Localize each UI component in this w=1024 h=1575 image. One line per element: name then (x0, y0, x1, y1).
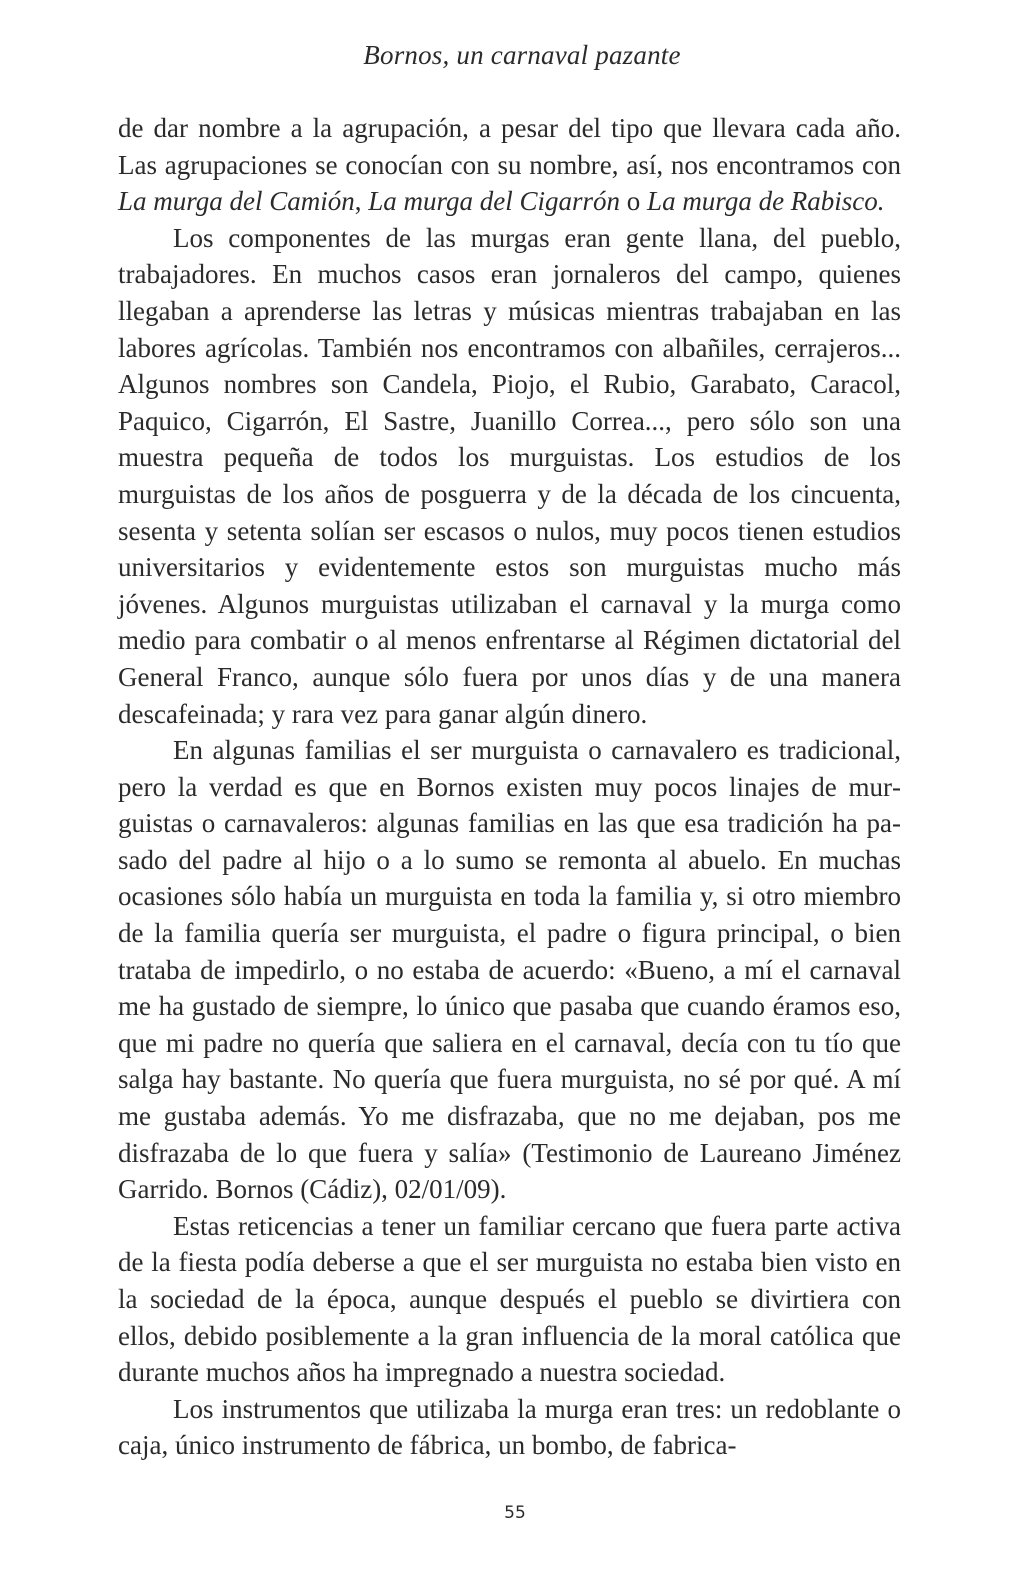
text-run: de dar nombre a la agrupación, a pesar del tipo que llevara cada año. Las agrupaciones se conocían con su nombre, así, nos encontramos con (118, 113, 901, 180)
paragraph (118, 1208, 901, 1391)
italic-title: La murga del Cigarrón (368, 186, 621, 217)
text-run: Los instrumentos que utilizaba la murga eran tres: un redoblante o caja, único instrumento de fábrica, un bombo, de fabrica- (118, 1393, 901, 1461)
text-run: , (354, 186, 369, 217)
text-run: o (620, 186, 648, 217)
text-run: Los componentes de las murgas eran gente llana, del pueblo, trabajadores. En muchos casos eran jornaleros del campo, quienes llegaban a aprenderse las letras y músicas mientras trabajaban en las labores agrícolas. También nos encontramos con albañiles, cerrajeros... Algunos nombres son Candela, Piojo, el Rubio, Garabato, Caracol, Paquico, Cigarrón, El Sastre, Juanillo Correa..., pero sólo son una muestra pequeña de todos los murguistas. Los estudios de los murguistas de los años de posguerra y de la década de los cincuenta, sesenta y setenta solían ser escasos o nulos, muy pocos tienen estudios universitarios y evidentemente estos son murguistas mucho más jóvenes. Algunos murguistas utilizaban el carnaval y la murga como medio para combatir o al menos enfrentarse al Régimen dictatorial del General Franco, aunque sólo fuera por unos días y de una manera descafeinada; y rara vez para ganar algún dinero. (118, 222, 901, 729)
italic-title: La murga del Camión (118, 186, 355, 217)
body-text (118, 110, 901, 1464)
paragraph (118, 1391, 901, 1464)
running-head: Bornos, un carnaval pazante (363, 40, 681, 70)
paragraph (118, 732, 901, 1208)
italic-title: La murga de Rabisco. (647, 186, 885, 217)
page-number: 55 (504, 1503, 526, 1523)
paragraph (118, 110, 901, 220)
text-run: Estas reticencias a tener un familiar cercano que fuera parte activa de la fiesta podía deberse a que el ser murguista no estaba bien visto en la sociedad de la época, aunque después el pueblo se divirtiera con ellos, debido posiblemente a la gran influencia de la moral católica que durante muchos años ha impregnado a nuestra sociedad. (118, 1210, 901, 1388)
paragraph (118, 220, 901, 732)
text-run: En algunas familias el ser murguista o carnavalero es tradicional, pero la verdad es que en Bornos existen muy pocos linajes de murguistas o carnavaleros: algunas familias en las que esa tradición ha pasado del padre al hijo o a lo sumo se remonta al abuelo. En muchas ocasiones sólo había un murguista en toda la familia y, si otro miembro de la familia quería ser murguista, el padre o figura principal, o bien trataba de impedirlo, o no estaba de acuerdo: «Bueno, a mí el carnaval me ha gustado de siempre, lo único que pasaba que cuando éramos eso, que mi padre no quería que saliera en el carnaval, decía con tu tío que salga hay bastante. No quería que fuera murguista, no sé por qué. A mí me gustaba además. Yo me disfrazaba, que no me dejaban, pos me disfrazaba de lo que fuera y salía» (Testimonio de Laureano Jiménez Garrido. Bornos (Cádiz), 02/01/09). (118, 735, 901, 1205)
